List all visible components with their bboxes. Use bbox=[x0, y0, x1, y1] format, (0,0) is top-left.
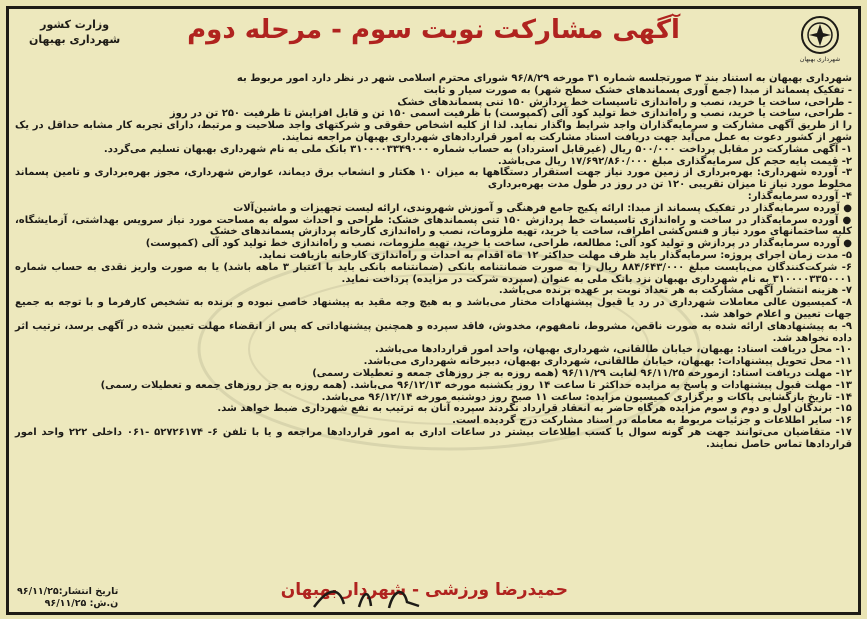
clause-2: ۲- قیمت پایه حجم کل سرمایه‌گذاری مبلغ ۱۷/۶۹۲/۸۶۰/۰۰۰ ریال می‌باشد. bbox=[497, 155, 852, 167]
page-title: آگهی مشارکت نوبت سوم - مرحله دوم bbox=[187, 15, 680, 45]
logo-caption: شهرداری بهبهان bbox=[799, 56, 841, 63]
mayor-signature: حمیدرضا ورزشی - شهردار بهبهان bbox=[280, 580, 568, 600]
clause-3: ۳- آورده شهرداری: بهره‌برداری از زمین مورد نیاز جهت استقرار دستگاهها به میزان ۱۰ هکتار و انشعاب برق دیماند، عوارض شهرداری، مجوز بهره‌برداری و تامین پسماند مخلوط مورد نیاز تا میزان تقریبی ۱۲۰ تن در روز در طول مدت بهره‌برداری bbox=[15, 167, 852, 191]
clause-7: ۷- هزینه انتشار آگهی مشارکت به هر تعداد نوبت بر عهده برنده می‌باشد. bbox=[498, 285, 852, 297]
clause-4a: ● آورده سرمایه‌گذار در تفکیک پسماند از مبدا: ارائه پکیج جامع فرهنگی و آموزش شهروندی، ارائه لیست تجهیزات و ماشین‌آلات bbox=[233, 202, 852, 214]
clause-9: ۹- به پیشنهادهای ارائه شده به صورت ناقص، مشروط، نامفهوم، مخدوش، فاقد سپرده و همچنین پیشنهاداتی که پس از انقضاء مهلت تعیین شده در آگهی برسد، ترتیب اثر داده نخواهد شد. bbox=[15, 320, 852, 344]
clause-12: ۱۲- مهلت دریافت اسناد: ازمورخه ۹۶/۱۱/۲۵ لغایت ۹۶/۱۱/۲۹ (همه روزه به جز روزهای جمعه و تعطیلات رسمی) bbox=[312, 367, 852, 379]
header bbox=[9, 9, 858, 73]
clause-15: ۱۵- برندگان اول و دوم و سوم مزایده هرگاه حاضر به انعقاد قرارداد نگردند سپرده آنان به ترتیب به نفع شهرداری ضبط خواهد شد. bbox=[217, 403, 852, 415]
scope-item-b: - طراحی، ساخت یا خرید، نصب و راه‌اندازی تاسیسات خط پردازش ۱۵۰ تنی پسماندهای خشک bbox=[397, 96, 852, 108]
advertisement-body bbox=[15, 73, 852, 451]
clause-6: ۶- شرکت‌کنندگان می‌بایست مبلغ ۸۸۴/۶۴۳/۰۰۰ ریال را به صورت ضمانتنامه بانکی (ضمانتنامه بانکی باید با اعتبار ۳ ماهه باشد) یا به صورت واریز نقدی به حساب شماره ۳۱۰۰۰۰۳۳۵۰۰۰۱ به نام شهرداری بهبهان نزد بانک ملی به عنوان (سپرده شرکت در مزایده) پرداخت نماید. bbox=[15, 261, 852, 285]
clause-5: ۵- مدت زمان اجرای پروژه: سرمایه‌گذار باید ظرف مهلت حداکثر ۱۲ ماه اقدام به احداث و راه‌اندازی کارخانه بازیافت نماید. bbox=[258, 249, 852, 261]
clause-4c: ● آورده سرمایه‌گذار در پردازش و تولید کود آلی: مطالعه، طراحی، ساخت یا خرید، تهیه ملزومات، نصب و راه‌اندازی خط تولید کود آلی (کمپوست) bbox=[145, 238, 852, 250]
invitation-paragraph: را از طریق آگهی مشارکت و سرمایه‌گذاران واجد شرایط واگذار نماید. لذا از کلیه اشخاص حقوقی و شرکتهای واجد صلاحیت و مرتبط، دارای تجربه کار مشابه حداقل در یک شهر از کشور دعوت به عمل می‌آید جهت دریافت اسناد مشارکت به امور قراردادهای شهرداری بهبهان مراجعه نمایند. bbox=[15, 120, 852, 143]
clause-13: ۱۳- مهلت قبول پیشنهادات و پاسخ به مزایده حداکثر تا ساعت ۱۴ روز یکشنبه مورخه ۹۶/۱۲/۱۳ می‌باشد. (همه روزه به جز روزهای جمعه و تعطیلات رسمی) bbox=[100, 379, 852, 391]
publication-dates bbox=[17, 586, 118, 610]
clause-16: ۱۶- سایر اطلاعات و جزئیات مربوط به معامله در اسناد مشارکت درج گردیده است. bbox=[452, 415, 852, 427]
municipality-name: شهرداری بهبهان bbox=[29, 33, 121, 46]
intro-paragraph: شهرداری بهبهان به استناد بند ۳ صورتجلسه شماره ۳۱ مورخه ۹۶/۸/۲۹ شورای محترم اسلامی شهر در نظر دارد امور مربوط به bbox=[236, 73, 852, 84]
advertisement-frame bbox=[6, 6, 861, 615]
scope-item-a: - تفکیک پسماند از مبدا (جمع آوری پسماندهای خشک سطح شهر) به صورت سیار و ثابت bbox=[423, 84, 852, 96]
scope-item-c: - طراحی، ساخت یا خرید، نصب و راه‌اندازی خط تولید کود آلی (کمپوست) با ظرفیت اسمی ۱۵۰ تن و قابل افزایش تا ظرفیت ۲۵۰ تن در روز bbox=[169, 108, 852, 120]
clause-4: ۴- آورده سرمایه‌گذار: bbox=[747, 190, 852, 202]
ministry-name: وزارت کشور bbox=[40, 18, 110, 31]
clause-4b: ● آورده سرمایه‌گذار در ساخت و راه‌اندازی تاسیسات خط پردازش ۱۵۰ تنی پسماندهای خشک: طراحی و احداث سوله به مساحت مورد نیاز سرویس بهداشتی، آزمایشگاه، کلیه ساختمانهای مورد نیاز و فنس‌کشی اطراف، ساخت یا خرید، تهیه ملزومات، نصب و راه‌اندازی کارخانه پردازش پسماندهای خشک bbox=[15, 214, 852, 238]
publish-date: تاریخ انتشار:۹۶/۱۱/۲۵ bbox=[17, 586, 119, 597]
ministry-block bbox=[29, 17, 120, 47]
clause-8: ۸- کمیسیون عالی معاملات شهرداری در رد یا قبول پیشنهادات مختار می‌باشد و به هیچ وجه مقید به پیشنهاد خاصی نبوده و برنده به تشخیص کارفرما و با توجه به جمیع جهات تعیین و اعلام خواهد شد. bbox=[15, 297, 852, 320]
clause-11: ۱۱- محل تحویل پیشنهادات: بهبهان، خیابان طالقانی، شهرداری بهبهان، دبیرخانه شهرداری می‌باشد. bbox=[363, 356, 852, 368]
clause-14: ۱۴- تاریخ بازگشایی پاکات و برگزاری کمیسیون مزایده: ساعت ۱۱ صبح روز دوشنبه مورخه ۹۶/۱۲/۱۴ می‌باشد. bbox=[321, 391, 852, 403]
handwritten-mark-icon bbox=[309, 582, 449, 612]
second-date: ن.ش: ۹۶/۱۱/۲۵ bbox=[44, 598, 119, 609]
clause-10: ۱۰- محل دریافت اسناد: بهبهان، خیابان طالقانی، شهرداری بهبهان، واحد امور قراردادها می‌باشد. bbox=[374, 344, 852, 356]
clause-1: ۱- آگهی مشارکت در مقابل پرداخت ۵۰۰/۰۰۰ ریال (غیرقابل استرداد) به حساب شماره ۳۱۰۰۰۰۳۳۴۹۰۰۰ بانک ملی به نام شهرداری بهبهان تسلیم می‌گردد. bbox=[103, 143, 852, 155]
clause-17: ۱۷- متقاضیان می‌توانند جهت هر گونه سوال یا کسب اطلاعات بیشتر در ساعات اداری به امور قراردادها مراجعه و یا با تلفن ۶- ۵۲۷۲۶۱۷۴ -۰۶۱ داخلی ۲۲۲ واحد امور قراردادها تماس حاصل نمایند. bbox=[15, 426, 852, 450]
